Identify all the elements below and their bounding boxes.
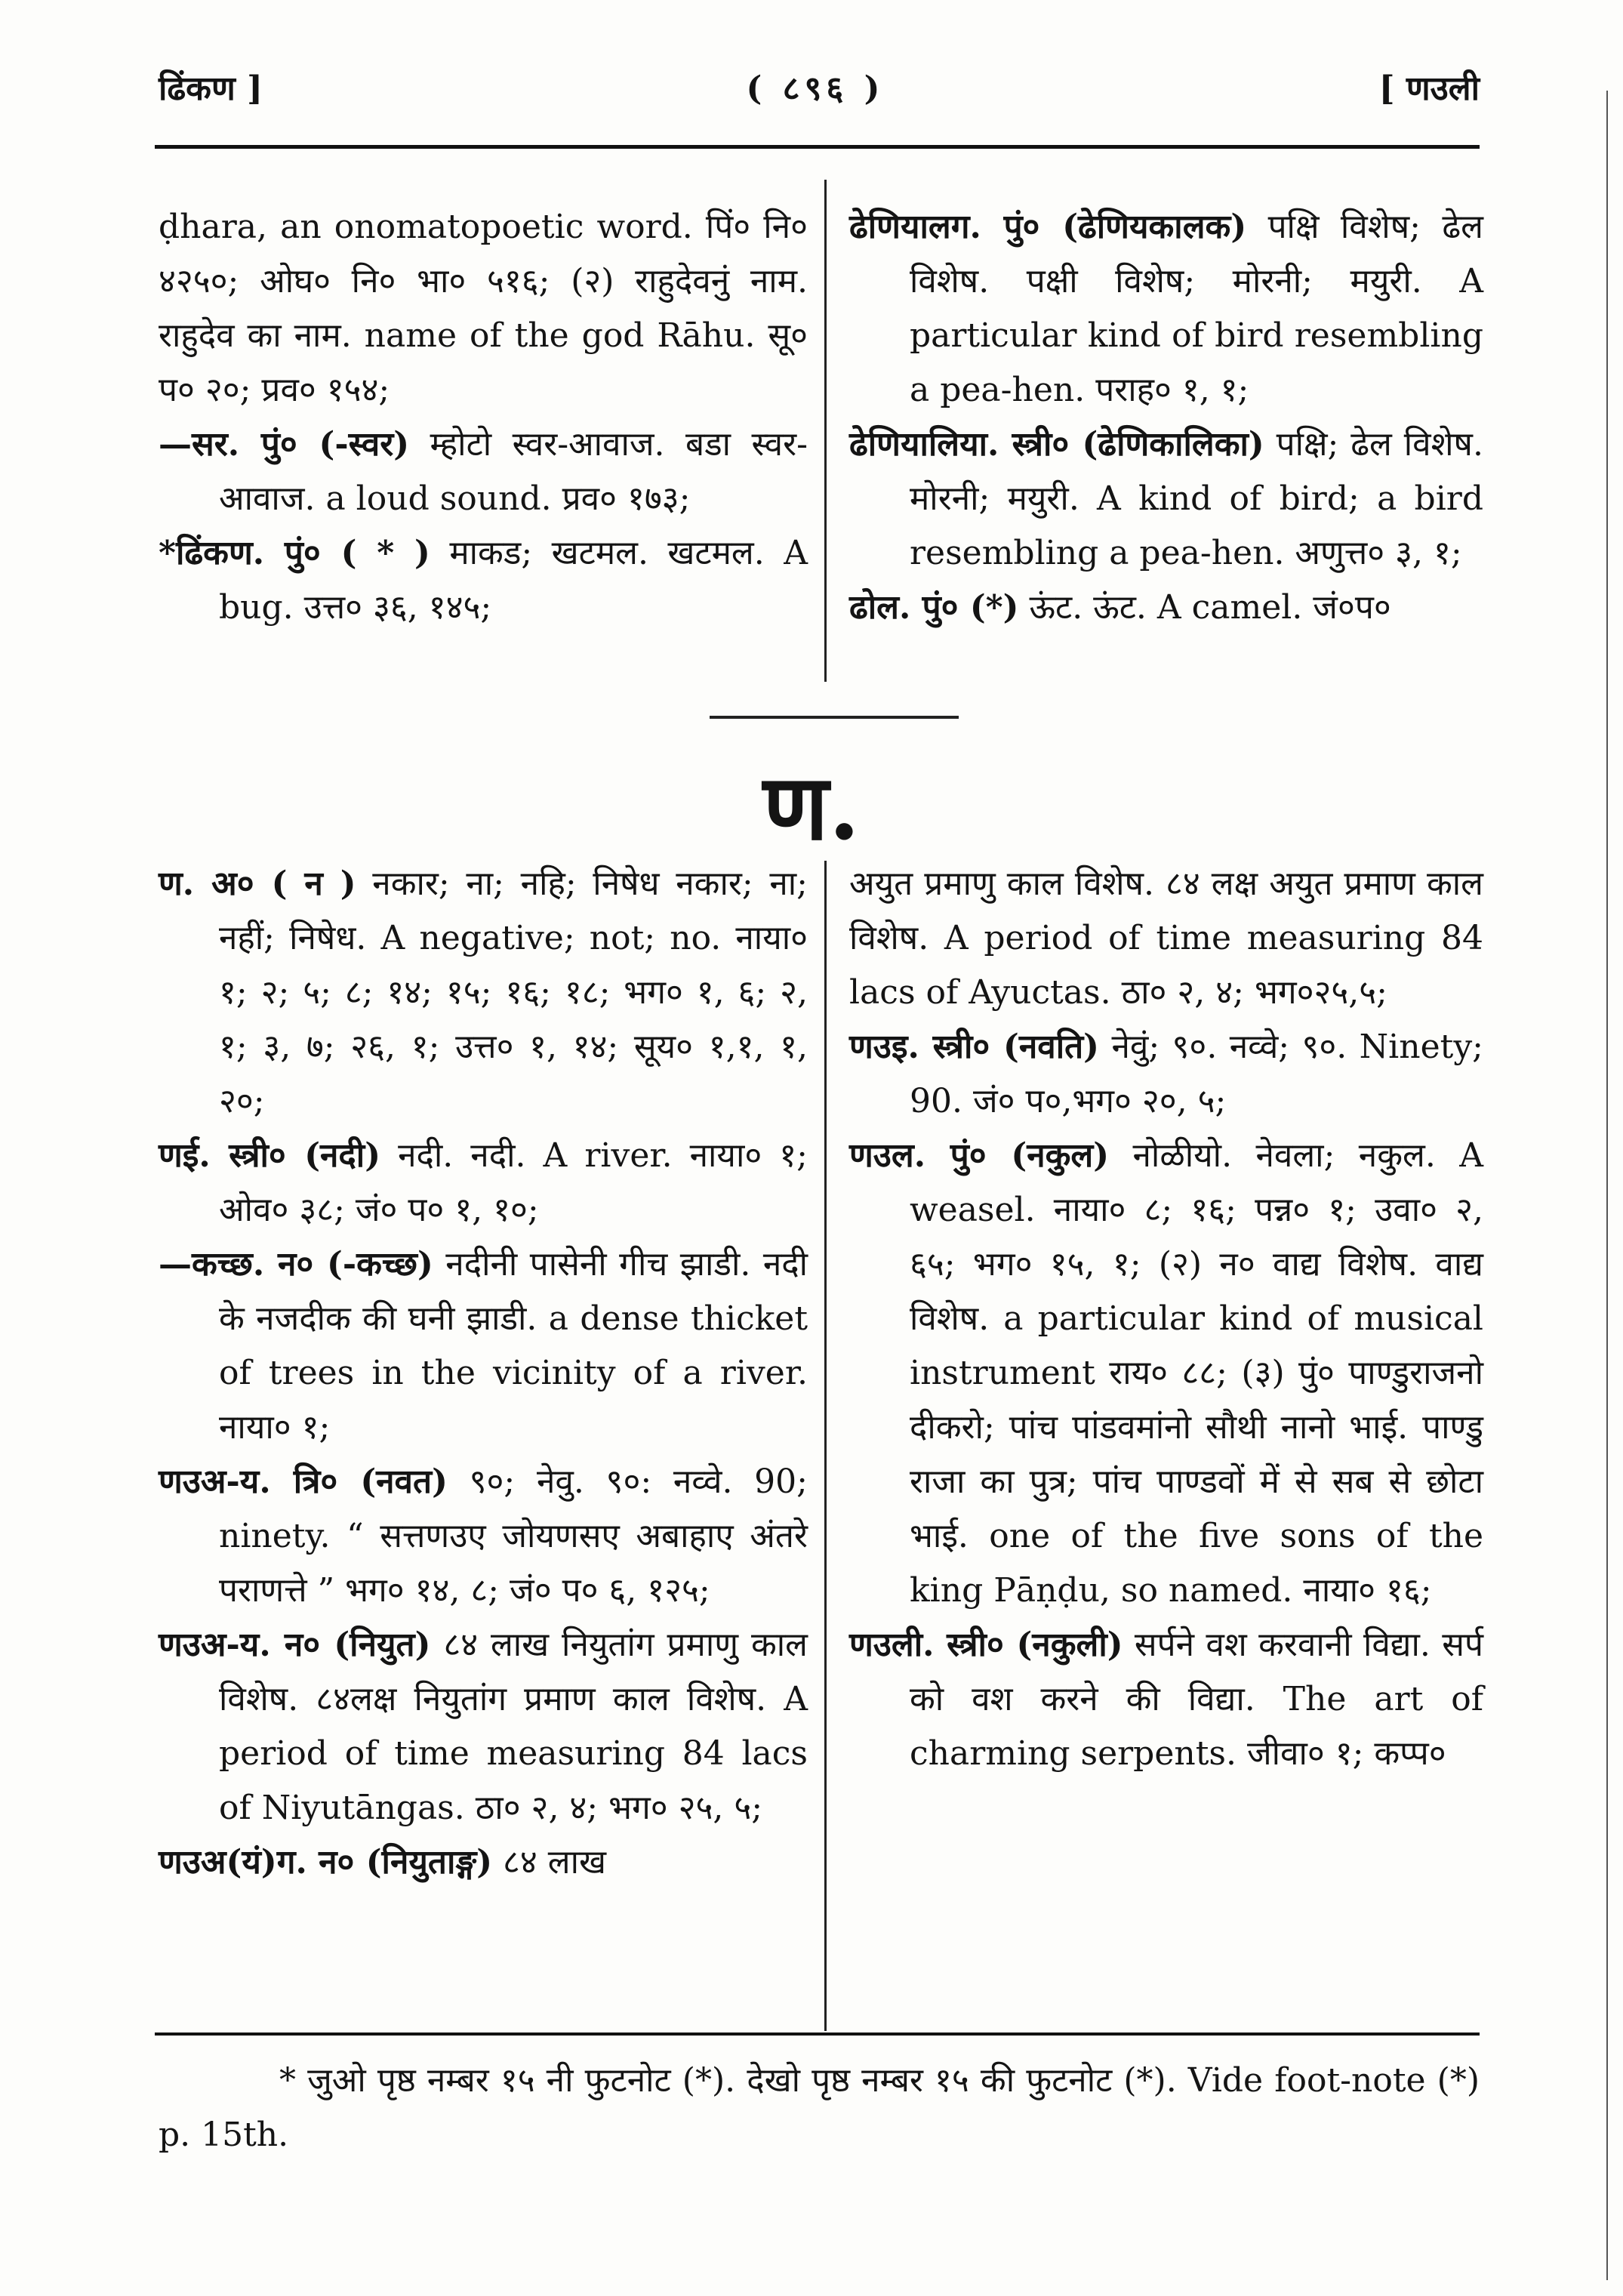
- footnote: * जुओ पृष्ठ नम्बर १५ नी फुटनोट (*). देखो पृष्ठ नम्बर १५ की फुटनोट (*). Vide foot-note (*) p. 15th.: [159, 2061, 1480, 2154]
- section-separator: [710, 716, 959, 719]
- dictionary-entry: [159, 1237, 808, 1455]
- dictionary-entry: [849, 581, 1483, 635]
- entry-definition: पक्षि विशेष; ढेल विशेष. पक्षी विशेष; मोरनी; मयुरी. A particular kind of bird resembling a pea-hen. पराह० १, १;: [910, 208, 1483, 409]
- dictionary-entry: [849, 418, 1483, 581]
- entry-headword: णउअ-य. त्रि० (नवत): [159, 1462, 448, 1501]
- entry-definition: नेवुं; ९०. नव्वे; ९०. Ninety; 90. जं० प०,भग० २०, ५;: [910, 1028, 1483, 1120]
- entry-definition: नोळीयो. नेवला; नकुल. A weasel. नाया० ८; १६; पन्न० १; उवा० २, ६५; भग० १५, १; (२) न० वाद्य विशेष. वाद्य विशेष. a particular kind of musical instrument राय० ८८; (३) पुं० पाण्डुराजनो दीकरो; पांच पांडवमांनो सौथी नानो भाई. पाण्डु राजा का पुत्र; पांच पाण्डवों में से सब से छोटा भाई. one of the five sons of the king Pāṇḍu, so named. नाया० १६;: [910, 1136, 1483, 1610]
- entry-definition: नकार; ना; नहि; निषेध नकार; ना; नहीं; निषेध. A negative; not; no. नाया० १; २; ५; ८; १४; १५; १६; १८; भग० १, ६; २, १; ३, ७; २६, १; उत्त० १, १४; सूय० १,१, १, २०;: [219, 864, 808, 1120]
- footnote-rule: [155, 2032, 1480, 2036]
- dictionary-entry: [159, 1618, 808, 1835]
- header-rule: [155, 145, 1480, 149]
- dictionary-entry: [159, 526, 808, 635]
- entry-definition: ऊंट. ऊंट. A camel. जं०प०: [1029, 588, 1391, 627]
- top-column-right: [849, 200, 1483, 635]
- entry-headword: —सर. पुं० (-स्वर): [159, 425, 410, 464]
- page-edge-line: [1606, 91, 1608, 2280]
- dictionary-entry: [159, 857, 808, 1129]
- entry-headword: —कच्छ. न० (-कच्छ): [159, 1245, 433, 1284]
- page-number: ( ८९६ ): [746, 69, 885, 108]
- entry-headword: ढेणियालिया. स्त्री० (ढेणिकालिका): [849, 425, 1264, 464]
- entry-definition: नदी. नदी. A river. नाया० १; ओव० ३८; जं० प० १, १०;: [219, 1136, 808, 1229]
- entry-definition: अयुत प्रमाणु काल विशेष. ८४ लक्ष अयुत प्रमाण काल विशेष. A period of time measuring 84 lacs of Ayuctas. ठा० २, ४; भग०२५,५;: [849, 864, 1483, 1012]
- column-divider: [824, 180, 827, 682]
- dictionary-entry: [849, 1129, 1483, 1618]
- entry-headword: ढोल. पुं० (*): [849, 588, 1019, 627]
- entry-headword: णउअ-य. न० (नियुत): [159, 1626, 431, 1664]
- dictionary-entry: [849, 200, 1483, 418]
- entry-definition: माकड; खटमल. खटमल. A bug. उत्त० ३६, १४५;: [219, 534, 808, 627]
- top-column-left: [159, 200, 808, 635]
- entry-headword: णउइ. स्त्री० (नवति): [849, 1028, 1100, 1066]
- column-divider: [824, 861, 827, 2031]
- dictionary-entry: [159, 1129, 808, 1237]
- entry-headword: णउल. पुं० (नकुल): [849, 1136, 1110, 1175]
- dictionary-entry: [159, 200, 808, 418]
- entry-definition: ८४ लाख नियुतांग प्रमाणु काल विशेष. ८४लक्ष नियुतांग प्रमाण काल विशेष. A period of time measuring 84 lacs of Niyutāngas. ठा० २, ४; भग० २५, ५;: [219, 1626, 808, 1827]
- entry-headword: णई. स्त्री० (नदी): [159, 1136, 381, 1175]
- dictionary-entry: [849, 1020, 1483, 1129]
- dictionary-entry: [159, 1835, 808, 1890]
- entry-headword: *ढिंकण. पुं० ( * ): [159, 534, 430, 572]
- entry-headword: ण. अ० ( न ): [159, 864, 356, 903]
- entry-definition: ḍhara, an onomatopoetic word. पिं० नि० ४२५०; ओघ० नि० भा० ५१६; (२) राहुदेवनुं नाम. राहुदेव का नाम. name of the god Rāhu. सू० प० २०; प्रव० १५४;: [159, 208, 808, 409]
- dictionary-entry: [849, 1618, 1483, 1781]
- header-right-guideword: [ णउली: [1378, 69, 1480, 108]
- entry-definition: म्होटो स्वर-आवाज. बडा स्वर-आवाज. a loud sound. प्रव० १७३;: [219, 425, 808, 518]
- entry-definition: सर्पने वश करवानी विद्या. सर्प को वश करने की विद्या. The art of charming serpents. जीवा० १; कप्प०: [910, 1626, 1484, 1773]
- header-left-guideword: ढिंकण ]: [159, 69, 263, 108]
- entry-definition: नदीनी पासेनी गीच झाडी. नदी के नजदीक की घनी झाडी. a dense thicket of trees in the vicinity of a river. नाया० १;: [219, 1245, 808, 1447]
- bottom-column-left: [159, 857, 808, 1890]
- entry-headword: णउली. स्त्री० (नकुली): [849, 1626, 1123, 1664]
- bottom-column-right: [849, 857, 1483, 1781]
- entry-headword: णउअ(यं)ग. न० (नियुताङ्ग): [159, 1843, 493, 1881]
- page-header: [151, 57, 1480, 109]
- dictionary-entry: [849, 857, 1483, 1020]
- entry-definition: पक्षि; ढेल विशेष. मोरनी; मयुरी. A kind of bird; a bird resembling a pea-hen. अणुत्त० ३, १;: [910, 425, 1483, 572]
- section-heading: ण.: [762, 754, 861, 861]
- dictionary-entry: [159, 1455, 808, 1618]
- entry-definition: ९०; नेवु. ९०: नव्वे. 90; ninety. “ सत्तणउए जोयणसए अबाहाए अंतरे पराणत्ते ” भग० १४, ८; जं० प० ६, १२५;: [219, 1462, 808, 1610]
- dictionary-entry: [159, 418, 808, 526]
- entry-headword: ढेणियालग. पुं० (ढेणियकालक): [849, 208, 1247, 246]
- entry-definition: ८४ लाख: [503, 1843, 606, 1881]
